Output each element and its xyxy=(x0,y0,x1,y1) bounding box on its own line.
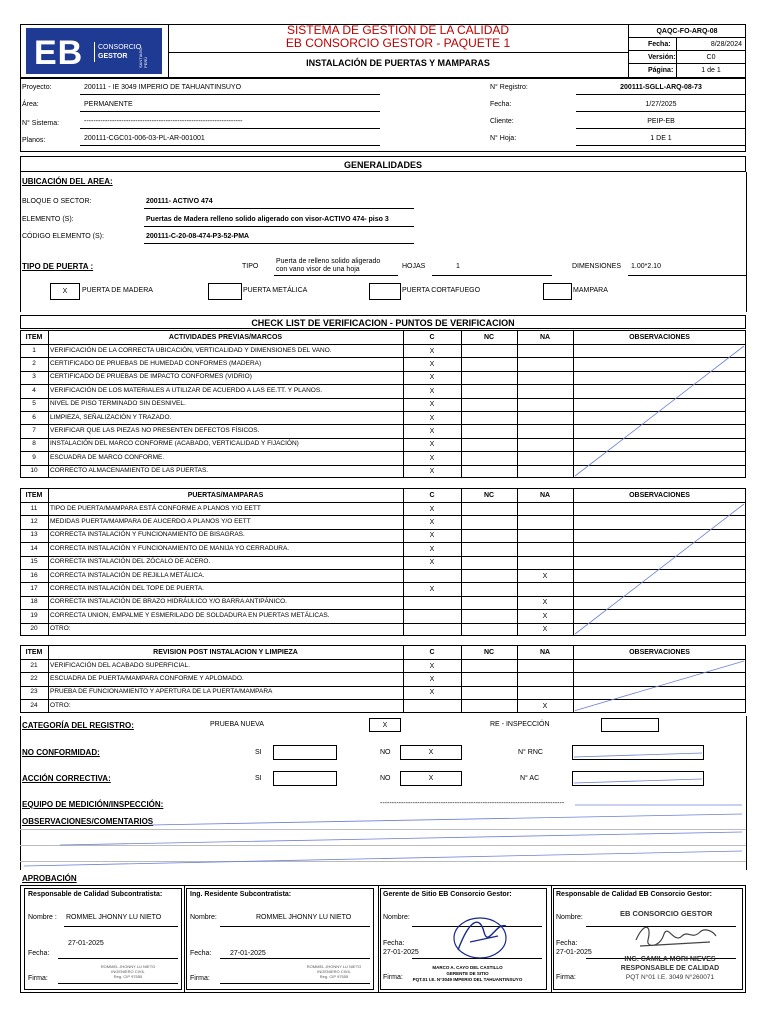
item-description: CORRECTA INSTALACIÓN Y FUNCIONAMIENTO DE BISAGRAS. xyxy=(50,531,245,539)
mark-c[interactable]: X xyxy=(429,518,435,526)
header-version-label: Versión: xyxy=(648,54,676,61)
codigo-label: CÓDIGO ELEMENTO (S): xyxy=(22,233,104,240)
proyecto-label: Proyecto: xyxy=(22,84,52,91)
item-number: 24 xyxy=(30,701,38,709)
opt-puerta-cortafuego-label: PUERTA CORTAFUEGO xyxy=(402,287,481,294)
cliente-label: Cliente: xyxy=(490,118,514,125)
col1-nombre-label: Nombre : xyxy=(28,914,57,921)
item-number: 22 xyxy=(30,674,38,682)
header-pagina-value: 1 de 1 xyxy=(701,67,721,74)
rnc-label: N° RNC xyxy=(518,749,543,756)
checklist-title: CHECK LIST DE VERIFICACION - PUNTOS DE VERIFICACION xyxy=(251,318,515,328)
elemento-label: ELEMENTO (S): xyxy=(22,216,74,223)
col3-firma-label: Firma: xyxy=(383,974,403,981)
dimensiones-value: 1.00*2.10 xyxy=(631,263,661,270)
item-description: CORRECTA INSTALACIÓN DEL TOPE DE PUERTA. xyxy=(50,584,204,592)
nc-no-label: NO xyxy=(380,749,391,756)
col2-firma-label: Firma: xyxy=(190,975,210,982)
opt-mampara-label: MAMPARA xyxy=(573,287,608,294)
header-fecha-value: 8/28/2024 xyxy=(710,41,742,48)
opt-puerta-madera-label: PUERTA DE MADERA xyxy=(82,287,153,294)
equipo-label: EQUIPO DE MEDICIÓN/INSPECCIÓN: xyxy=(22,800,164,809)
item-description: CORRECTA INSTALACIÓN Y FUNCIONAMIENTO DE MANIJA YO CERRADURA. xyxy=(50,544,290,552)
hoja-value: 1 DE 1 xyxy=(650,135,672,142)
mark-na[interactable]: X xyxy=(542,599,548,607)
item-number: 17 xyxy=(30,584,38,592)
item-number: 3 xyxy=(32,373,36,381)
item-number: 12 xyxy=(30,517,38,525)
sistema-value: -------------------------------------------------------------------- xyxy=(84,118,243,125)
mark-na[interactable]: X xyxy=(542,626,548,634)
col-head-na: NA xyxy=(539,334,551,341)
col4-stamp-line3: PQT N°01 I.E. 3049 N°260071 xyxy=(625,974,715,981)
mark-c[interactable]: X xyxy=(429,545,435,553)
item-number: 9 xyxy=(32,453,36,461)
item-description: PRUEBA DE FUNCIONAMIENTO Y APERTURA DE LA PUERTA/MAMPARA xyxy=(50,688,273,696)
col3-fecha-label: Fecha: xyxy=(383,940,405,947)
accion-correctiva-label: ACCIÓN CORRECTIVA: xyxy=(22,774,111,783)
col-head-c: C xyxy=(429,492,435,499)
col3-stamp-line3: PQT.01 I.E. N°3049 IMPERIO DEL TAHUANTINSUYO xyxy=(412,977,523,982)
col1-stamp-line1: ROMMEL JHONNY LU NIETO xyxy=(100,964,156,969)
col4-stamp-top: EB CONSORCIO GESTOR xyxy=(620,909,713,918)
mark-c[interactable]: X xyxy=(429,532,435,540)
section-1-title: ACTIVIDADES PREVIAS/MARCOS xyxy=(168,334,283,341)
item-number: 5 xyxy=(32,400,36,408)
col-head-obs: OBSERVACIONES xyxy=(629,649,690,656)
ac-si-label: SI xyxy=(255,775,262,782)
col-head-obs: OBSERVACIONES xyxy=(629,334,690,341)
col2-nombre-label: Nombre: xyxy=(190,914,217,921)
equipo-value: ------------------------------------------------------------------------------- xyxy=(380,800,565,807)
col3-stamp-line2: GERENTE DE SITIO xyxy=(446,971,489,976)
col1-stamp xyxy=(78,964,178,979)
item-description: VERIFICAR QUE LAS PIEZAS NO PRESENTEN DEFECTOS FÍSICOS. xyxy=(50,426,260,434)
col4-title: Responsable de Calidad EB Consorcio Gestor: xyxy=(556,891,712,898)
col2-fecha-value: 27-01-2025 xyxy=(230,950,266,957)
form-code: QAQC-FO-ARQ-08 xyxy=(656,28,718,35)
item-description: CERTIFICADO DE PRUEBAS DE IMPACTO CONFORMES (VIDRIO) xyxy=(50,373,252,381)
ubicacion-label: UBICACIÓN DEL AREA: xyxy=(22,177,113,186)
sistema-label: N° Sistema: xyxy=(22,120,60,127)
item-number: 16 xyxy=(30,571,38,579)
obs-strike-line-1 xyxy=(150,814,742,825)
categoria-label: CATEGORÍA DEL REGISTRO: xyxy=(22,721,134,730)
col-head-nc: NC xyxy=(483,492,495,499)
obs-strike-line-3 xyxy=(24,851,742,866)
col3-nombre-label: Nombre: xyxy=(383,914,410,921)
project-fecha-value: 1/27/2025 xyxy=(645,101,677,108)
col-head-item: ITEM xyxy=(25,649,43,656)
opt-puerta-metalica-label: PUERTA METÁLICA xyxy=(243,287,308,294)
header-fecha-label: Fecha: xyxy=(648,41,671,48)
planos-label: Planos: xyxy=(22,137,46,144)
mark-c[interactable]: X xyxy=(429,427,435,435)
col-head-nc: NC xyxy=(483,649,495,656)
col2-title: Ing. Residente Subcontratista: xyxy=(190,891,292,898)
item-number: 20 xyxy=(30,625,38,633)
aprobacion-title: APROBACIÓN xyxy=(22,874,77,883)
title-line-1: SISTEMA DE GESTION DE LA CALIDAD xyxy=(286,23,510,37)
col3-title: Gerente de Sitio EB Consorcio Gestor: xyxy=(383,891,512,898)
area-value: PERMANENTE xyxy=(84,101,133,108)
bloque-label: BLOQUE O SECTOR: xyxy=(22,198,92,205)
mark-c[interactable]: X xyxy=(429,414,435,422)
item-description: INSTALACIÓN DEL MARCO CONFORME (ACABADO, VERTICALIDAD Y FIJACIÓN) xyxy=(50,440,299,448)
mark-c[interactable]: X xyxy=(429,347,435,355)
item-number: 11 xyxy=(30,504,38,512)
col1-title: Responsable de Calidad Subcontratista: xyxy=(28,891,163,898)
tipo-label: TIPO xyxy=(242,263,259,270)
col3-signature xyxy=(440,912,520,966)
item-description: VERIFICACIÓN DEL ACABADO SUPERFICIAL. xyxy=(50,661,190,669)
col4-stamp-line2: RESPONSABLE DE CALIDAD xyxy=(620,965,720,972)
item-number: 13 xyxy=(30,531,38,539)
mark-c[interactable]: X xyxy=(429,585,435,593)
item-description: VERIFICACIÓN DE LA CORRECTA UBICACIÓN, VERTICALIDAD Y DIMENSIONES DEL VANO. xyxy=(50,346,332,354)
col-head-item: ITEM xyxy=(25,492,43,499)
item-description: TIPO DE PUERTA/MAMPARA ESTÁ CONFORME A PLANOS Y/O EETT xyxy=(50,504,261,512)
tipo-value-line1: Puerta de relleno solido aligerado xyxy=(276,258,381,265)
item-number: 19 xyxy=(30,611,38,619)
item-description: NIVEL DE PISO TERMINADO SIN DESNIVEL. xyxy=(50,400,186,408)
mark-ac-no: X xyxy=(428,775,434,782)
item-number: 4 xyxy=(32,386,36,394)
registro-label: N° Registro: xyxy=(490,84,528,91)
mark-c[interactable]: X xyxy=(429,360,435,368)
item-description: CORRECTA UNION, EMPALME Y ESMERILADO DE SOLDADURA EN PUERTAS METÁLICAS. xyxy=(50,611,330,619)
section-2-title: PUERTAS/MAMPARAS xyxy=(187,492,264,499)
observaciones-label: OBSERVACIONES/COMENTARIOS xyxy=(22,817,154,826)
mark-c[interactable]: X xyxy=(429,559,435,567)
col3-fecha-value: 27-01-2025 xyxy=(383,949,419,956)
dimensiones-label: DIMENSIONES xyxy=(572,263,622,270)
item-description: CORRECTA INSTALACIÓN DE REJILLA METÁLICA. xyxy=(50,571,205,579)
col4-fecha-value: 27-01-2025 xyxy=(556,949,592,956)
bloque-value: 200111- ACTIVO 474 xyxy=(146,198,213,205)
col2-nombre-value: ROMMEL JHONNY LU NIETO xyxy=(256,914,352,921)
item-number: 8 xyxy=(32,440,36,448)
logo-sub2: GESTOR xyxy=(98,53,128,60)
form-subtitle: INSTALACIÓN DE PUERTAS Y MAMPARAS xyxy=(306,58,490,68)
mark-c[interactable]: X xyxy=(429,387,435,395)
reinspeccion-label: RE - INSPECCIÓN xyxy=(490,721,550,728)
mark-na[interactable]: X xyxy=(542,702,548,710)
planos-value: 200111-CGC01-006-03-PL-AR-001001 xyxy=(84,135,205,142)
hojas-label: HOJAS xyxy=(402,263,426,270)
item-description: OTRO: xyxy=(50,701,71,709)
mark-c[interactable]: X xyxy=(429,468,435,476)
section-3-title: REVISION POST INSTALACION Y LIMPIEZA xyxy=(153,649,298,656)
ac-no-label: NO xyxy=(380,775,391,782)
col2-stamp-line3: Reg. CIP 97555 xyxy=(319,974,349,979)
registro-value: 200111-SGLL-ARQ-08-73 xyxy=(620,84,702,91)
col2-fecha-label: Fecha: xyxy=(190,950,212,957)
mark-na[interactable]: X xyxy=(542,572,548,580)
col2-stamp xyxy=(296,964,372,979)
col1-nombre-value: ROMMEL JHONNY LU NIETO xyxy=(66,914,162,921)
mark-c[interactable]: X xyxy=(429,689,435,697)
col-head-item: ITEM xyxy=(25,334,43,341)
item-number: 21 xyxy=(30,661,38,669)
col3-stamp-line1: MARCO A. CAYO DEL CASTILLO xyxy=(432,965,503,970)
item-description: CORRECTA INSTALACIÓN DEL ZÓCALO DE ACERO. xyxy=(50,558,211,566)
item-number: 14 xyxy=(30,544,38,552)
rnc-strike-line xyxy=(574,753,702,757)
col4-nombre-label: Nombre: xyxy=(556,914,583,921)
nc-si-label: SI xyxy=(255,749,262,756)
mark-prueba-nueva: X xyxy=(382,722,388,729)
item-description: CORRECTA INSTALACIÓN DE BRAZO HIDRÁULICO Y/O BARRA ANTIPÁNICO. xyxy=(50,598,287,606)
logo-sub1: CONSORCIO xyxy=(98,44,142,51)
col-head-c: C xyxy=(429,334,435,341)
elemento-value: Puertas de Madera relleno solido aligerado con visor-ACTIVO 474- piso 3 xyxy=(146,216,389,223)
col-head-nc: NC xyxy=(483,334,495,341)
col1-fecha-label: Fecha: xyxy=(28,950,50,957)
mark-c[interactable]: X xyxy=(429,662,435,670)
col-head-na: NA xyxy=(539,492,551,499)
item-description: ESCUADRA DE PUERTA/MAMPARA CONFORME Y APLOMADO. xyxy=(50,674,244,682)
mark-c[interactable]: X xyxy=(429,401,435,409)
tipo-puerta-label: TIPO DE PUERTA : xyxy=(22,262,94,271)
item-number: 2 xyxy=(32,359,36,367)
col3-stamp xyxy=(390,965,545,983)
header-pagina-label: Página: xyxy=(648,67,674,74)
proyecto-value: 200111 - IE 3049 IMPERIO DE TAHUANTINSUYO xyxy=(84,84,242,91)
ac-strike-line xyxy=(574,779,702,783)
mark-nc-no: X xyxy=(428,749,434,756)
item-description: CERTIFICADO DE PRUEBAS DE HUMEDAD CONFORMES (MADERA) xyxy=(50,359,262,367)
hojas-value: 1 xyxy=(456,263,460,270)
prueba-nueva-label: PRUEBA NUEVA xyxy=(210,721,264,728)
item-description: OTRO: xyxy=(50,625,71,633)
mark-c[interactable]: X xyxy=(429,454,435,462)
generalidades-title: GENERALIDADES xyxy=(343,160,422,170)
col4-stamp xyxy=(600,955,740,982)
col1-firma-label: Firma: xyxy=(28,975,48,982)
item-description: VERIFICACIÓN DE LOS MATERIALES A UTILIZAR DE ACUERDO A LAS EE.TT. Y PLANOS. xyxy=(50,386,322,394)
logo-side-text: SANTIAGO · PERÚ xyxy=(138,44,148,68)
col-head-c: C xyxy=(429,649,435,656)
mark-c[interactable]: X xyxy=(429,374,435,382)
hoja-label: N° Hoja: xyxy=(490,135,517,142)
mark-c[interactable]: X xyxy=(429,505,435,513)
col-head-na: NA xyxy=(539,649,551,656)
mark-c[interactable]: X xyxy=(429,675,435,683)
item-number: 6 xyxy=(32,413,36,421)
col2-stamp-line2: INGENIERO CIVIL xyxy=(317,969,351,974)
item-description: MEDIDAS PUERTA/MAMPARA DE AUCERDO A PLANOS Y/O EETT xyxy=(50,517,251,525)
col1-stamp-line3: Reg. CIP 97555 xyxy=(113,974,143,979)
codigo-value: 200111-C-20-08-474-P3-52-PMA xyxy=(146,233,250,240)
col1-fecha-value: 27-01-2025 xyxy=(68,940,104,947)
no-conformidad-label: NO CONFORMIDAD: xyxy=(22,748,100,757)
area-label: Área: xyxy=(22,101,39,108)
mark-c[interactable]: X xyxy=(429,441,435,449)
logo-mark: EB xyxy=(34,34,84,72)
col4-firma-label: Firma: xyxy=(556,974,576,981)
item-number: 1 xyxy=(32,346,36,354)
item-number: 10 xyxy=(30,467,38,475)
item-number: 23 xyxy=(30,688,38,696)
header-version-value: C0 xyxy=(706,54,716,61)
col4-stamp-line1: ING. CAMILA MORI NIEVES xyxy=(624,956,716,963)
mark-puerta-madera: X xyxy=(62,288,68,295)
item-number: 15 xyxy=(30,558,38,566)
project-fecha-label: Fecha: xyxy=(490,101,512,108)
col4-signature xyxy=(630,918,720,954)
title-line-2: EB CONSORCIO GESTOR - PAQUETE 1 xyxy=(285,36,511,50)
item-description: CORRECTO ALMACENAMIENTO DE LAS PUERTAS. xyxy=(50,467,209,475)
col4-fecha-label: Fecha: xyxy=(556,940,578,947)
item-description: LIMPIEZA, SEÑALIZACIÓN Y TRAZADO. xyxy=(50,413,172,421)
obs-strike-line-2 xyxy=(60,832,742,845)
item-number: 7 xyxy=(32,426,36,434)
mark-na[interactable]: X xyxy=(542,612,548,620)
item-number: 18 xyxy=(30,598,38,606)
cliente-value: PEIP-EB xyxy=(647,118,675,125)
col-head-obs: OBSERVACIONES xyxy=(629,492,690,499)
col1-stamp-line2: INGENIERO CIVIL xyxy=(111,969,145,974)
item-description: ESCUADRA DE MARCO CONFORME. xyxy=(50,453,165,461)
ac-label: N° AC xyxy=(520,775,540,782)
tipo-value-line2: con vano visor de una hoja xyxy=(276,266,360,273)
col2-stamp-line1: ROMMEL JHONNY LU NIETO xyxy=(306,964,362,969)
